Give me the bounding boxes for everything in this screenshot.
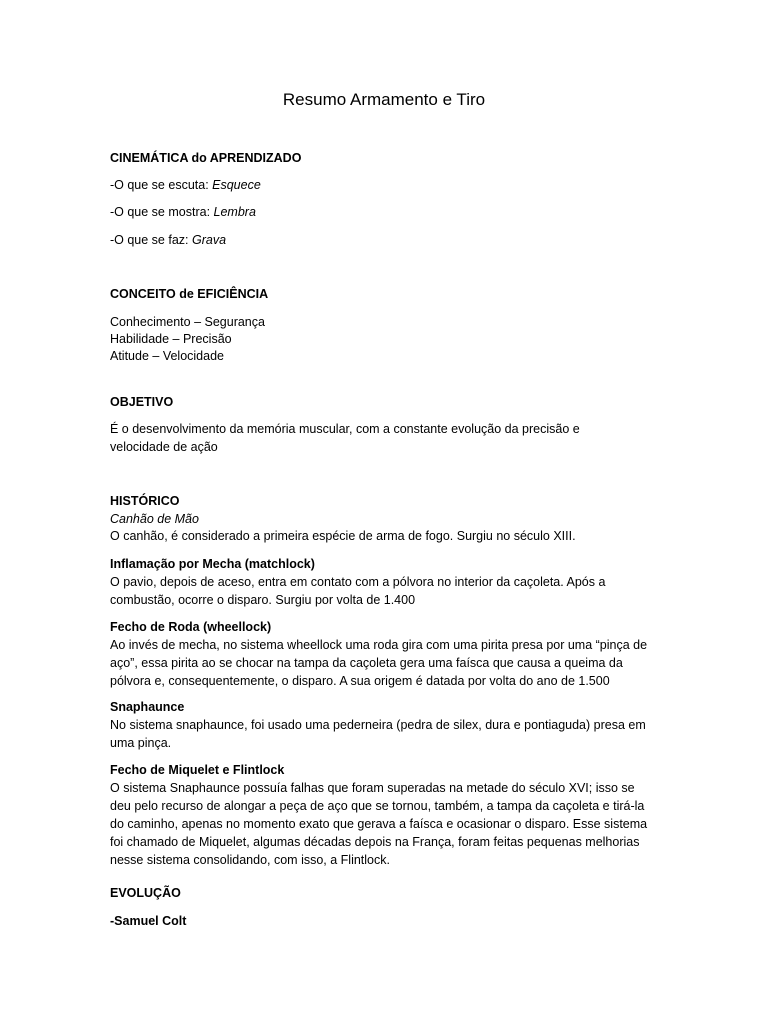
mecha-text: O pavio, depois de aceso, entra em contato com a pólvora no interior da caçoleta. Após a combustão, ocorre o disparo. Surgiu por volta de 1.400 [110,575,606,607]
cinematica-item-value: Grava [191,233,227,247]
snaphaunce-text: No sistema snaphaunce, foi usado uma pederneira (pedra de silex, dura e pontiaguda) presa em uma pinça. [110,718,646,750]
conceito-line: Habilidade – Precisão [110,332,232,346]
cinematica-item-label: -O que se mostra: [110,205,214,219]
conceito-line: Conhecimento – Segurança [110,315,265,329]
canhao-subtitle [110,510,658,528]
canhao-subtitle-text: Canhão de Mão [110,512,199,526]
historico-heading: HISTÓRICO [110,494,180,508]
evolucao-heading: EVOLUÇÃO [110,886,181,900]
miquelet-text: O sistema Snaphaunce possuía falhas que foram superadas na metade do século XVI; isso se deu pelo recurso de alongar a peça de aço que se tornou, também, a tampa da caçoleta e tirá-la do caminho, apenas no momento exato que gerava a faísca e ocasionar o disparo. Esse sistema foi chamado de Miquelet, algumas décadas depois na França, foram feitas pequenas melhorias nesse sistema consolidando, com isso, a Flintlock. [110,781,648,867]
objetivo-heading: OBJETIVO [110,395,174,409]
cinematica-item-label: -O que se faz: [110,233,192,247]
roda-text: Ao invés de mecha, no sistema wheellock uma roda gira com uma pirita presa por uma “pinça de aço”, essa pirita ao se chocar na tampa da caçoleta gera uma faísca que causa a queima da pólvora e, consequentemente, o disparo. A sua origem é datada por volta do ano de 1.500 [110,638,648,688]
cinematica-item [110,231,658,249]
roda-heading: Fecho de Roda (wheellock) [110,620,272,634]
snaphaunce-heading: Snaphaunce [110,700,185,714]
cinematica-item-value: Lembra [213,205,256,219]
objetivo-text: É o desenvolvimento da memória muscular, com a constante evolução da precisão e velocidade de ação [110,422,580,454]
cinematica-heading: CINEMÁTICA do APRENDIZADO [110,151,302,165]
conceito-line: Atitude – Velocidade [110,349,224,363]
miquelet-heading: Fecho de Miquelet e Flintlock [110,763,285,777]
document-title: Resumo Armamento e Tiro [282,90,486,109]
mecha-heading: Inflamação por Mecha (matchlock) [110,557,315,571]
cinematica-item-value: Esquece [212,178,261,192]
cinematica-item [110,176,658,194]
cinematica-item-label: -O que se escuta: [110,178,213,192]
cinematica-item [110,203,658,221]
evolucao-item: -Samuel Colt [110,914,187,928]
canhao-text: O canhão, é considerado a primeira espécie de arma de fogo. Surgiu no século XIII. [110,529,576,543]
conceito-heading: CONCEITO de EFICIÊNCIA [110,287,269,301]
